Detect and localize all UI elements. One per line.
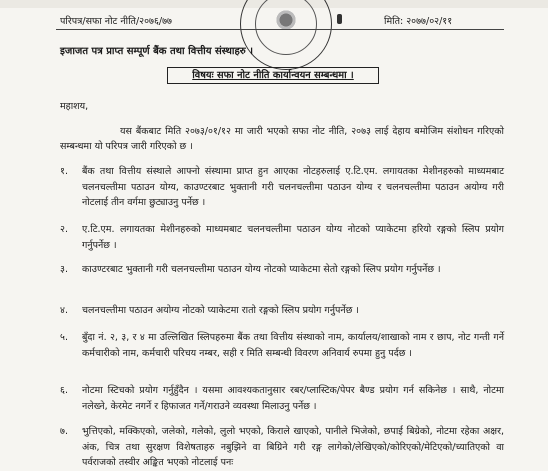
seal-mark bbox=[337, 14, 342, 24]
item-text: काउण्टरबाट भुक्तानी गरी चलनचल्तीमा पठाउन योग्य नोटको प्याकेटमा सेतो रङ्गको स्लिप प्रयोग गर्नुपर्नेछ । bbox=[82, 264, 441, 275]
reference-number: परिपत्र/सफा नोट नीति/२०७६/७७ bbox=[60, 16, 173, 27]
item-text: बुँदा नं. २, ३, र ४ मा उल्लिखित स्लिपहरुमा बैंक तथा वित्तीय संस्थाको नाम, कार्यालय/शाखाको नाम र छाप, नोट गन्ती गर्ने कर्मचारीको नाम, कर्मचारी परिचय नम्बर, सही र मिति सम्बन्धी विवरण अनिवार्य रुपमा हुनु पर्दछ । bbox=[82, 332, 504, 359]
item-text: भुत्तिएको, मक्किएको, जलेको, गलेको, लुलो भएको, किराले खाएको, पानीले भिजेको, छपाई बिग्रेको, नोटमा रहेका अक्षर, अंक, चित्र तथा सुरक्षण विशेषताहरु नबुझिने वा बिग्रिने गरी रङ्ग लागेको/लेखिएको/कोरिएको/मेटिएको/च्यातिएको वा पर्वराजको तस्वीर अङ्कित भएको नोटलाई पनः bbox=[82, 426, 504, 468]
item-number: ४. bbox=[60, 305, 68, 316]
seal-emblem-icon bbox=[271, 5, 301, 35]
recipient-line: इजाजत पत्र प्राप्त सम्पूर्ण बैंक तथा वित्तीय संस्थाहरु । bbox=[60, 46, 254, 57]
item-number: ६. bbox=[60, 385, 68, 396]
item-number: ५. bbox=[60, 332, 68, 343]
subject-box bbox=[167, 67, 379, 84]
item-text: बैंक तथा वित्तीय संस्थाले आफ्नो संस्थामा प्राप्त हुन आएका नोटहरुलाई ए.टि.एम. लगायतका मेशीनहरुको माध्यमबाट चलनचल्तीमा पठाउन योग्य, काउण्टरबाट भुक्तानी गरी चलनचल्तीमा पठाउन योग्य र चलनचल्तीमा पठाउन अयोग्य गरी नोटलाई तीन वर्गमा छुट्याउनु पर्नेछ । bbox=[82, 166, 504, 208]
intro-paragraph bbox=[60, 124, 504, 154]
official-seal bbox=[240, 0, 332, 70]
item-number: ७. bbox=[60, 426, 68, 437]
subject-text: विषयः सफा नोट नीति कार्यान्वयन सम्बन्धमा । bbox=[192, 70, 354, 81]
intro-text: यस बैंकबाट मिति २०७३/०१/१२ मा जारी भएको सफा नोट नीति, २०७३ लाई देहाय बमोजिम संशोधन गरिएको सम्बन्धमा यो परिपत्र जारी गरिएको छ । bbox=[60, 126, 504, 152]
item-number: १. bbox=[60, 166, 68, 177]
document-date: मिति: २०७७/०२/११ bbox=[384, 16, 453, 27]
salutation: महाशय, bbox=[60, 101, 89, 112]
header-rule bbox=[56, 29, 504, 30]
item-text: ए.टि.एम. लगायतका मेशीनहरुको माध्यमबाट चलनचल्तीमा पठाउन योग्य नोटको प्याकेटमा हरियो रङ्गको स्लिप प्रयोग गर्नुपर्नेछ । bbox=[82, 224, 504, 251]
item-text: चलनचल्तीमा पठाउन अयोग्य नोटको प्याकेटमा रातो रङ्गको स्लिप प्रयोग गर्नुपर्नेछ । bbox=[82, 305, 359, 316]
item-text: नोटमा स्टिचको प्रयोग गर्नुहुँदैन । यसमा आवश्यकतानुसार रबर/प्लास्टिक/पेपर बैण्ड प्रयोग गर्न सकिनेछ । साथै, नोटमा नलेख्ने, केरमेट नगर्ने र हिफाजत गर्ने/गराउने व्यवस्था मिलाउनु पर्नेछ । bbox=[82, 385, 504, 412]
item-number: ३. bbox=[60, 264, 68, 275]
item-number: २. bbox=[60, 224, 68, 235]
